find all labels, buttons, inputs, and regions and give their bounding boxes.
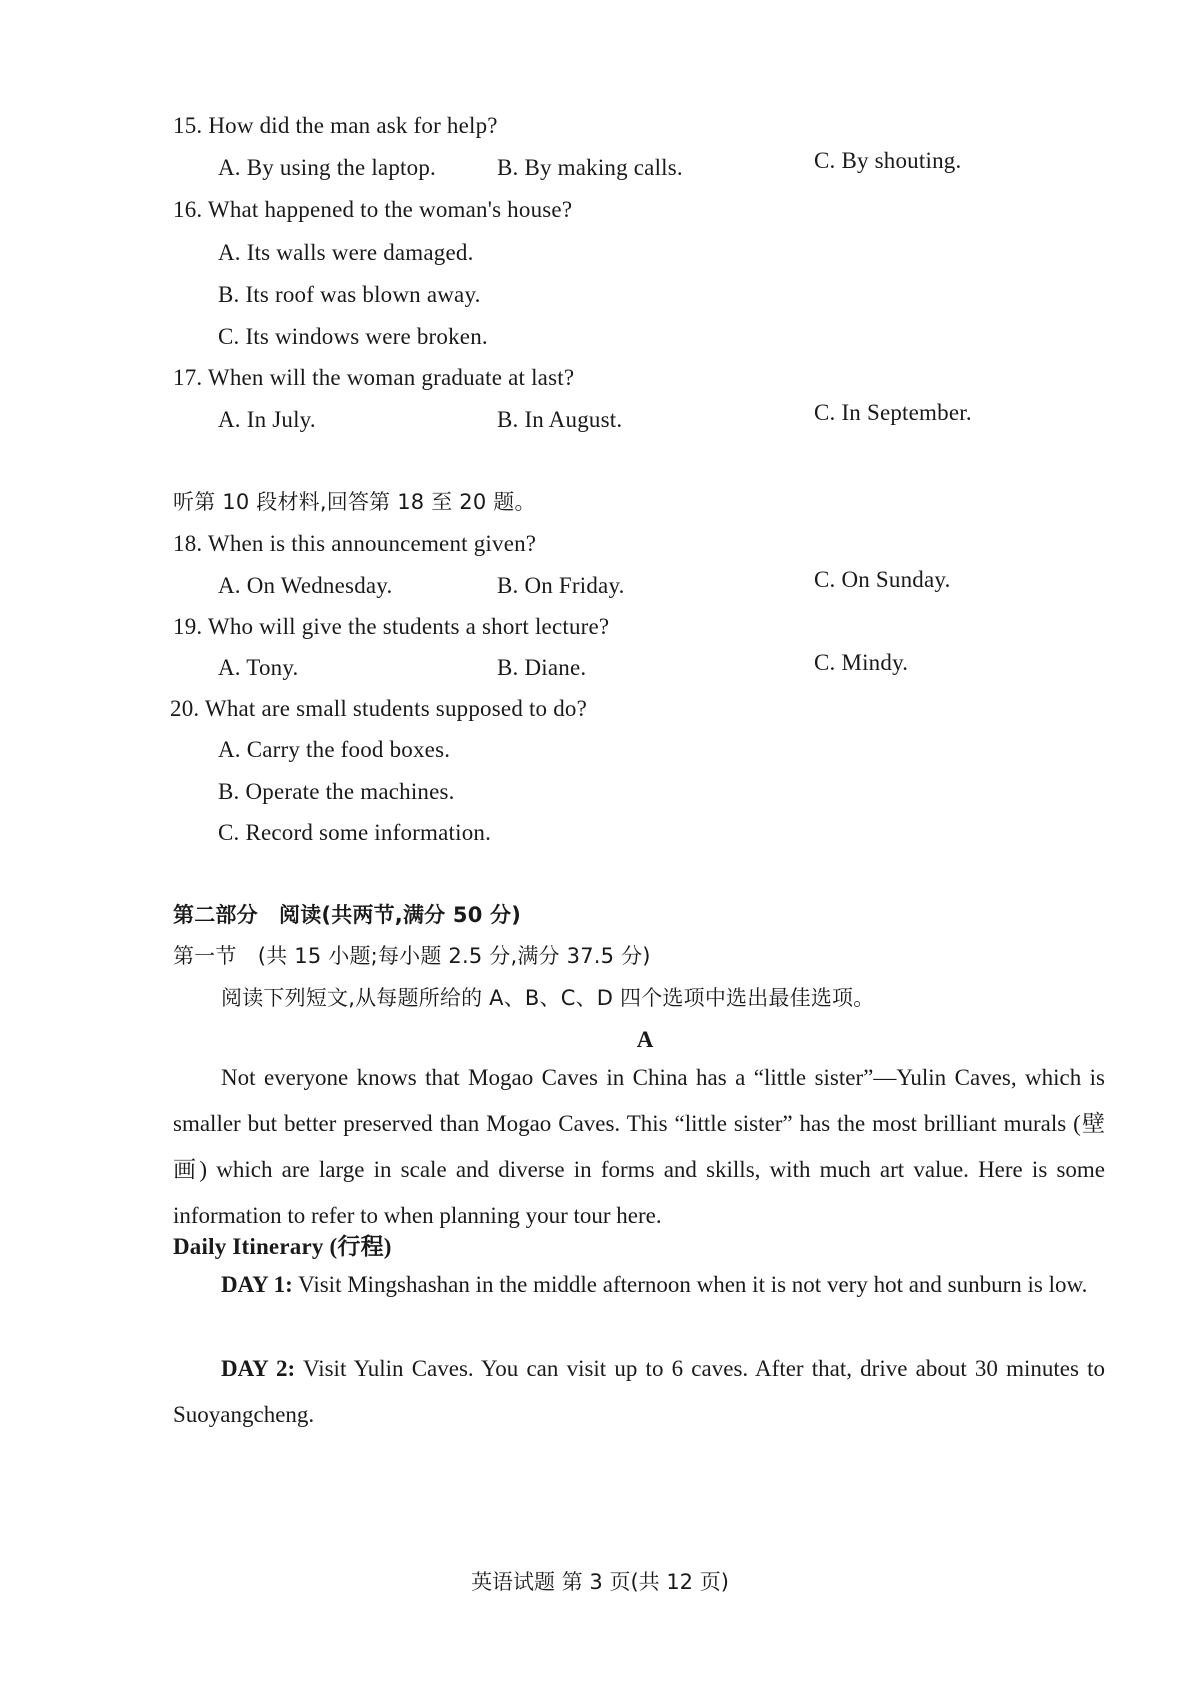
section-instruction-10: 听第 10 段材料,回答第 18 至 20 题。 xyxy=(173,490,536,514)
option-17-a: A. In July. xyxy=(218,407,316,432)
section-one-heading: 第一节 (共 15 小题;每小题 2.5 分,满分 37.5 分) xyxy=(173,944,651,968)
question-text: When will the woman graduate at last? xyxy=(207,365,575,390)
question-number: 16. xyxy=(173,197,203,222)
option-19-b: B. Diane. xyxy=(497,655,587,680)
option-20-a: A. Carry the food boxes. xyxy=(218,737,451,762)
option-18-b: B. On Friday. xyxy=(497,573,625,598)
option-15-c: C. By shouting. xyxy=(814,148,962,173)
question-15 xyxy=(173,112,498,140)
option-15-a: A. By using the laptop. xyxy=(218,155,436,180)
day-label: DAY 1: xyxy=(221,1272,293,1297)
option-20-b: B. Operate the machines. xyxy=(218,779,455,804)
day-text: Visit Yulin Caves. You can visit up to 6 caves. After that, drive about 30 minutes to Suoyangcheng. xyxy=(173,1356,1105,1427)
option-17-b: B. In August. xyxy=(497,407,623,432)
question-18 xyxy=(173,530,536,558)
question-text: When is this announcement given? xyxy=(207,531,537,556)
question-text: What happened to the woman's house? xyxy=(207,197,573,222)
question-17 xyxy=(173,364,574,392)
option-18-a: A. On Wednesday. xyxy=(218,573,393,598)
option-16-b: B. Its roof was blown away. xyxy=(218,282,481,307)
passage-intro: Not everyone knows that Mogao Caves in China has a “little sister”—Yulin Caves, which is smaller but better preserved than Mogao Caves. This “little sister” has the most brilliant murals (壁画) which are large in scale and diverse in forms and skills, with much art value. Here is some information to refer to when planning your tour here. xyxy=(173,1065,1105,1228)
option-15-b: B. By making calls. xyxy=(497,155,683,180)
question-number: 15. xyxy=(173,113,203,138)
reading-instruction: 阅读下列短文,从每题所给的 A、B、C、D 四个选项中选出最佳选项。 xyxy=(221,986,875,1010)
option-16-c: C. Its windows were broken. xyxy=(218,324,488,349)
itinerary-day-2 xyxy=(173,1346,1105,1438)
question-text: How did the man ask for help? xyxy=(208,113,498,138)
day-label: DAY 2: xyxy=(221,1356,296,1381)
question-19 xyxy=(173,613,609,641)
question-number: 17. xyxy=(173,365,203,390)
day-text: Visit Mingshashan in the middle afternoon when it is not very hot and sunburn is low. xyxy=(292,1272,1088,1297)
passage-letter: A xyxy=(636,1027,654,1052)
option-18-c: C. On Sunday. xyxy=(814,567,951,592)
option-19-a: A. Tony. xyxy=(218,655,299,680)
question-number: 20. xyxy=(170,696,200,721)
question-16 xyxy=(173,196,572,224)
page-footer: 英语试题 第 3 页(共 12 页) xyxy=(471,1570,729,1594)
part-two-heading: 第二部分 阅读(共两节,满分 50 分) xyxy=(173,903,522,927)
question-text: Who will give the students a short lecture? xyxy=(207,614,610,639)
question-20 xyxy=(170,695,587,723)
option-17-c: C. In September. xyxy=(814,400,972,425)
option-19-c: C. Mindy. xyxy=(814,650,909,675)
option-20-c: C. Record some information. xyxy=(218,820,492,845)
itinerary-day-1 xyxy=(173,1262,1105,1308)
question-text: What are small students supposed to do? xyxy=(204,696,588,721)
question-number: 18. xyxy=(173,531,203,556)
option-16-a: A. Its walls were damaged. xyxy=(218,240,474,265)
question-number: 19. xyxy=(173,614,203,639)
itinerary-heading: Daily Itinerary (行程) xyxy=(173,1234,392,1259)
